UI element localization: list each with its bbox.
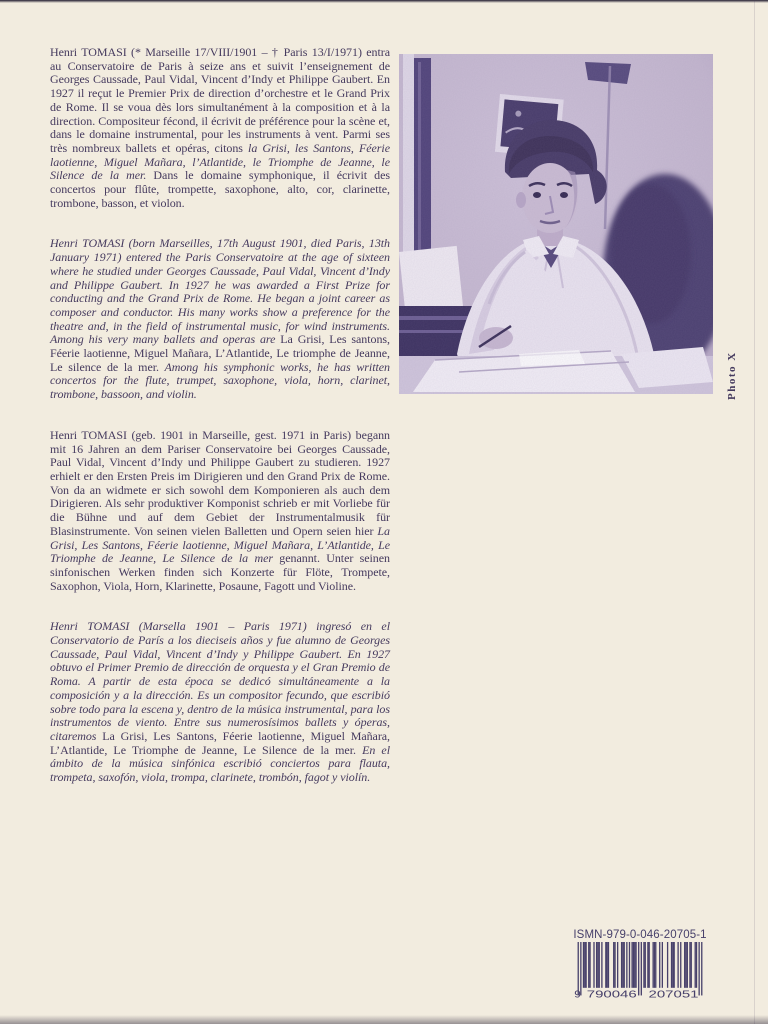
bio-paragraph-de	[50, 429, 390, 593]
bio-text-segment: Henri TOMASI (born Marseilles, 17th August 1901, died Paris, 13th January 1971) entered the Paris Conservatoire at the age of sixteen where he studied under Georges Caussade, Paul Vidal, Vincent d’Indy and Philippe Gaubert. In 1927 he was awarded a First Prize for conducting and the Grand Prix de Rome. He began a joint career as composer and conductor. His many works show a preference for the theatre and, in the field of instrumental music, for wind instruments. Among his very many ballets and operas are	[50, 236, 390, 347]
biography-text-column	[50, 46, 390, 812]
scan-edge-right	[754, 0, 755, 1024]
bio-text-segment: La Grisi, Les Santons, Féerie laotienne, Miguel Mañara, L’Atlantide, Le Triomphe de Jeanne, Le Silence de la mer.	[50, 728, 390, 757]
bio-paragraph-es	[50, 620, 390, 784]
bio-text-segment: genannt. Unter seinen sinfonischen Werken finden sich Konzerte für Flöte, Trompete, Saxophon, Viola, Horn, Klarinette, Posaune, Fagott und Violine.	[50, 551, 390, 593]
composer-photo	[399, 54, 713, 394]
bio-paragraph-en	[50, 237, 390, 401]
scan-edge-top	[0, 0, 768, 3]
bio-text-segment: La Grisi, Les Santons, Féerie laotienne, Miguel Mañara, L’Atlantide, Le Triomphe de Jeanne, Le Silence de la mer	[50, 523, 390, 566]
bio-paragraph-fr	[50, 46, 390, 210]
bio-text-segment: la Grisi, les Santons, Féerie laotienne, Miguel Mañara, l’Atlantide, le Triomphe de Jeanne, le Silence de la mer.	[50, 140, 390, 183]
bio-text-segment: Henri TOMASI (Marsella 1901 – Paris 1971) ingresó en el Conservatorio de París a los dieciseis años y fue alumno de Georges Caussade, Paul Vidal, Vincent d’Indy y Philippe Gaubert. En 1927 obtuvo el Primer Premio de dirección de orquesta y el Gran Premio de Roma. A partir de esta época se dedicó simultáneamente a la composición y a la dirección. Es un compositor fecundo, que escribió sobre todo para la escena y, dentro de la música instrumental, para los instrumentos de viento. Entre sus numerosísimos ballets y óperas, citaremos	[50, 619, 390, 743]
bio-text-segment: En el ámbito de la música sinfónica escribió conciertos para flauta, trompeta, saxofón, viola, trompa, clarinete, trombón, fagot y violín.	[50, 742, 390, 785]
barcode-digits: 9	[574, 989, 582, 998]
ismn-number: ISMN-979-0-046-20705-1	[573, 929, 707, 941]
photo-credit-caption: Photo X	[726, 351, 738, 400]
scan-edge-bottom	[0, 1015, 768, 1024]
bio-text-segment: Among his symphonic works, he has written concertos for the flute, trumpet, saxophone, viola, horn, clarinet, trombone, bassoon, and violin.	[50, 359, 390, 402]
composer-photo-illustration	[399, 54, 713, 394]
barcode-digits: 790046	[586, 989, 638, 998]
bio-text-segment: Henri TOMASI (* Marseille 17/VIII/1901 – † Paris 13/I/1971) entra au Conservatoire de Paris à seize ans et suivit l’enseignement de Georges Caussade, Paul Vidal, Vincent d’Indy et Philippe Gaubert. En 1927 il reçut le Premier Prix de direction d’orchestre et le Grand Prix de Rome. Il se voua dès lors simultanément à la composition et à la direction. Compositeur fécond, il écrivit de préférence pour la scène et, dans le domaine instrumental, pour les instruments à vent. Parmi ses très nombreux ballets et opéras, citons	[50, 45, 390, 155]
ean-barcode	[571, 942, 709, 998]
barcode-block	[566, 929, 714, 998]
bio-text-segment: Henri TOMASI (geb. 1901 in Marseille, gest. 1971 in Paris) begann mit 16 Jahren an dem Pariser Conservatoire bei Georges Caussade, Paul Vidal, Vincent d’Indy und Philippe Gaubert zu studieren. 1927 erhielt er den Ersten Preis im Dirigieren und den Grand Prix de Rome. Von da an widmete er sich sowohl dem Komponieren als auch dem Dirigieren. Als sehr produktiver Komponist schrieb er mit Vorliebe für die Bühne und auf dem Gebiet der Instrumentalmusik für Blasinstrumente. Von seinen vielen Balletten und Opern seien hier	[50, 427, 390, 538]
barcode-digits: 207051	[648, 989, 699, 998]
bio-text-segment: Dans le domaine symphonique, il écrivit des concertos pour flûte, trompette, saxophone, alto, cor, clarinette, trombone, basson, et violon.	[50, 168, 390, 210]
bio-text-segment: La Grisi, Les santons, Féerie laotienne, Miguel Mañara, L’Atlantide, Le triomphe de Jeanne, Le silence de la mer.	[50, 332, 390, 374]
